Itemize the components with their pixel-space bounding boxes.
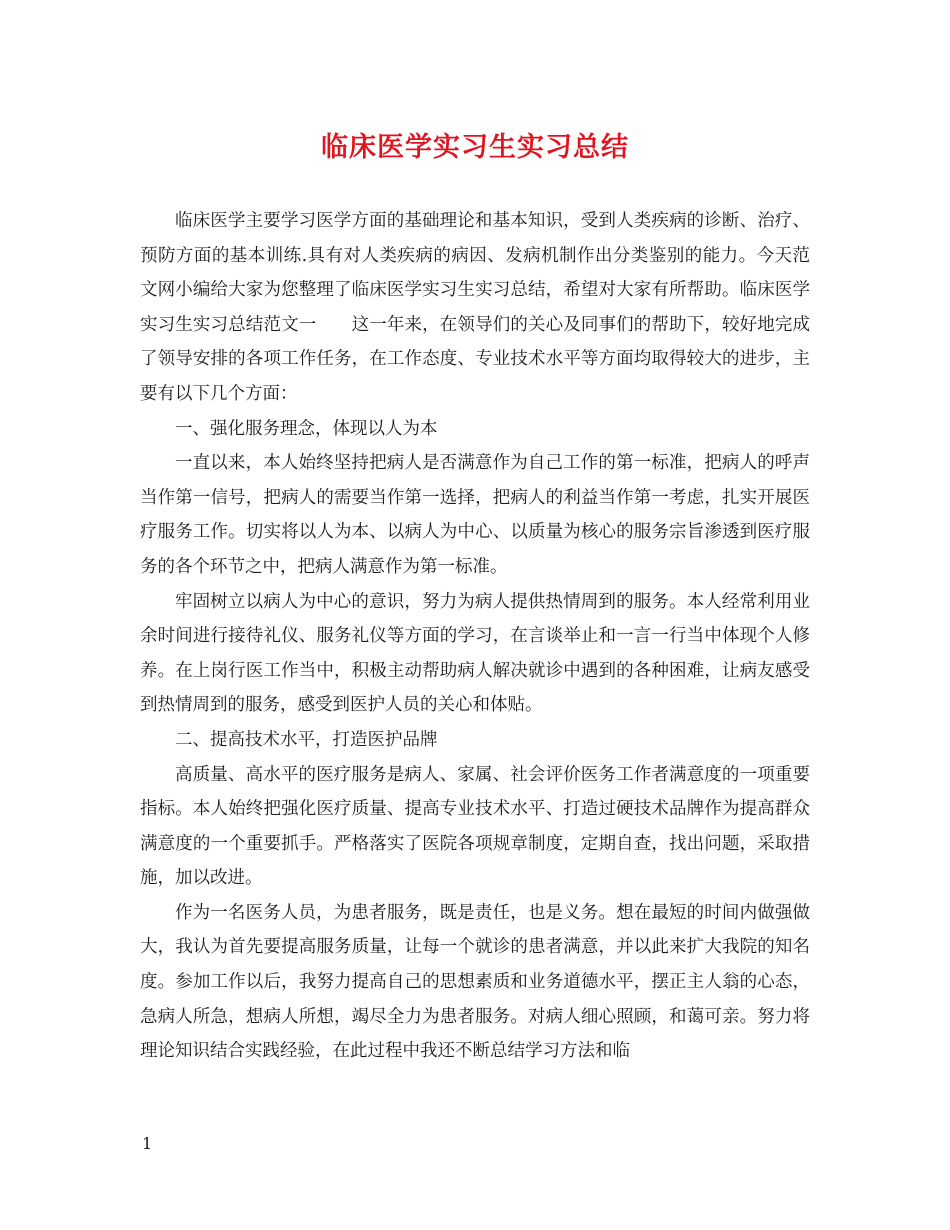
- paragraph-quality: 高质量、高水平的医疗服务是病人、家属、社会评价医务工作者满意度的一项重要指标。本人始终把强化医疗质量、提高专业技术水平、打造过硬技术品牌作为提高群众满意度的一个重要抓手。严格落实了医院各项规章制度，定期自查，找出问题，采取措施，加以改进。: [140, 764, 810, 889]
- paragraph-service-standard: 一直以来，本人始终坚持把病人是否满意作为自己工作的第一标准，把病人的呼声当作第一信号，把病人的需要当作第一选择，把病人的利益当作第一考虑，扎实开展医疗服务工作。切实将以人为本、以病人为中心、以质量为核心的服务宗旨渗透到医疗服务的各个环节之中，把病人满意作为第一标准。: [140, 453, 810, 577]
- paragraph-intro: 临床医学主要学习医学方面的基础理论和基本知识，受到人类疾病的诊断、治疗、预防方面的基本训练.具有对人类疾病的病因、发病机制作出分类鉴别的能力。今天范文网小编给大家为您整理了临床医学实习生实习总结，希望对大家有所帮助。临床医学实习生实习总结范文一 这一年来，在领导们的关心及同事们的帮助下，较好地完成了领导安排的各项工作任务，在工作态度、专业技术水平等方面均取得较大的进步，主要有以下几个方面：: [140, 211, 810, 404]
- page-number: 1: [142, 1134, 153, 1153]
- section-heading-1: 一、强化服务理念，体现以人为本: [175, 418, 438, 439]
- paragraph-responsibility: 作为一名医务人员，为患者服务，既是责任，也是义务。想在最短的时间内做强做大，我认为首先要提高服务质量，让每一个就诊的患者满意，并以此来扩大我院的知名度。参加工作以后，我努力提高自己的思想素质和业务道德水平，摆正主人翁的心态，急病人所急，想病人所想，竭尽全力为患者服务。对病人细心照顾，和蔼可亲。努力将理论知识结合实践经验，在此过程中我还不断总结学习方法和临: [140, 902, 810, 1062]
- document-title: 临床医学实习生实习总结: [321, 132, 629, 163]
- document-body: [140, 204, 810, 1069]
- section-heading-2: 二、提高技术水平，打造医护品牌: [175, 729, 438, 750]
- paragraph-patient-centered: 牢固树立以病人为中心的意识，努力为病人提供热情周到的服务。本人经常利用业余时间进行接待礼仪、服务礼仪等方面的学习，在言谈举止和一言一行当中体现个人修养。在上岗行医工作当中，积极主动帮助病人解决就诊中遇到的各种困难，让病友感受到热情周到的服务，感受到医护人员的关心和体贴。: [140, 591, 810, 716]
